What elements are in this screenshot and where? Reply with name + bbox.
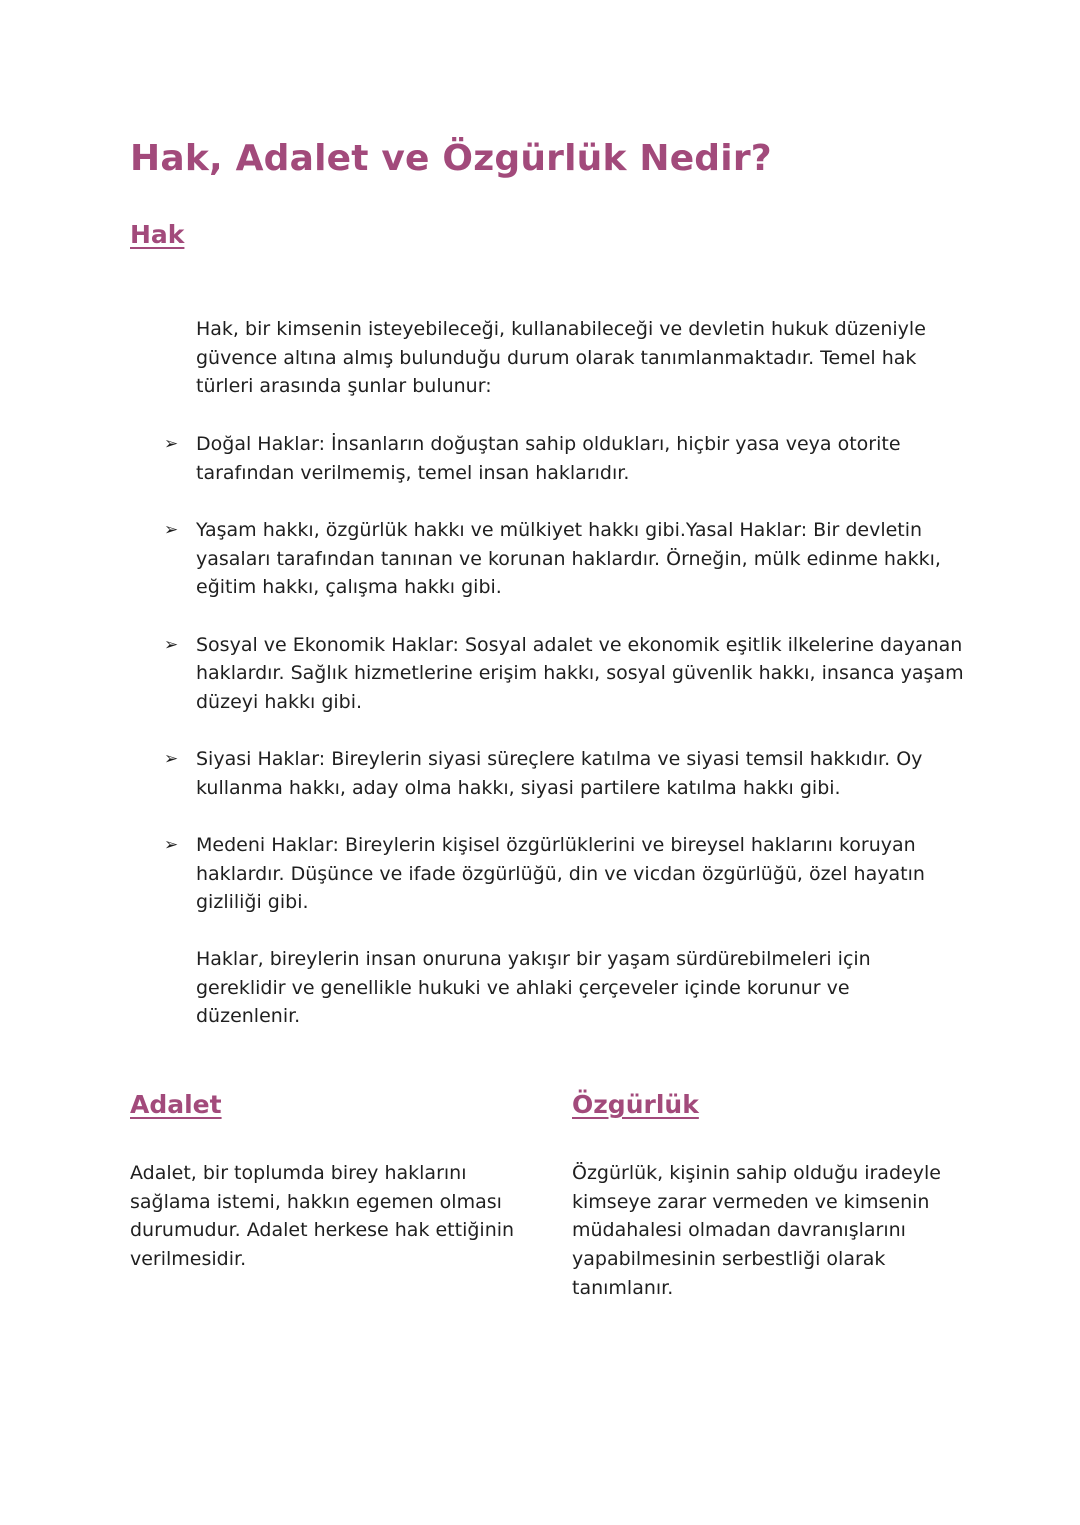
arrow-bullet-icon: ➢	[164, 519, 179, 540]
page-title: Hak, Adalet ve Özgürlük Nedir?	[130, 138, 772, 179]
list-item-text: Sosyal ve Ekonomik Haklar: Sosyal adalet ve ekonomik eşitlik ilkelerine dayanan haklardır. Sağlık hizmetlerine erişim hakkı, sosyal güvenlik hakkı, insanca yaşam düzeyi hakkı gibi.	[196, 633, 964, 713]
hak-types-list	[160, 430, 970, 946]
list-item-text: Yaşam hakkı, özgürlük hakkı ve mülkiyet hakkı gibi.Yasal Haklar: Bir devletin yasaları tarafından tanınan ve korunan haklardır. Örneğin, mülk edinme hakkı, eğitim hakkı, çalışma hakkı gibi.	[196, 518, 941, 599]
list-item-text: Medeni Haklar: Bireylerin kişisel özgürlüklerini ve bireysel haklarını koruyan haklardır. Düşünce ve ifade özgürlüğü, din ve vicdan özgürlüğü, özel hayatın gizliliği gibi.	[196, 834, 925, 914]
list-item	[160, 831, 970, 917]
list-item	[160, 516, 970, 602]
adalet-paragraph: Adalet, bir toplumda birey haklarını sağlama istemi, hakkın egemen olması durumudur. Adalet herkese hak ettiğinin verilmesidir.	[130, 1162, 515, 1271]
hak-intro-paragraph: Hak, bir kimsenin isteyebileceği, kullanabileceği ve devletin hukuk düzeniyle güvence altına almış bulunduğu durum olarak tanımlanmaktadır. Temel hak türleri arasında şunlar bulunur:	[196, 318, 926, 398]
list-item-text: Siyasi Haklar: Bireylerin siyasi süreçlere katılma ve siyasi temsil hakkıdır. Oy kullanma hakkı, aday olma hakkı, siyasi partilere katılma hakkı gibi.	[196, 748, 923, 799]
arrow-bullet-icon: ➢	[164, 434, 179, 454]
list-item	[160, 631, 970, 717]
list-item	[160, 745, 970, 802]
hak-closing-paragraph: Haklar, bireylerin insan onuruna yakışır bir yaşam sürdürebilmeleri için gereklidir ve genellikle hukuki ve ahlaki çerçeveler içinde korunur ve düzenlenir.	[196, 948, 871, 1028]
list-item	[160, 430, 970, 487]
arrow-bullet-icon: ➢	[164, 634, 179, 655]
ozgurluk-paragraph: Özgürlük, kişinin sahip olduğu iradeyle kimseye zarar vermeden ve kimsenin müdahalesi olmadan davranışlarını yapabilmesinin serbestliği olarak tanımlanır.	[572, 1162, 941, 1299]
arrow-bullet-icon: ➢	[164, 749, 179, 770]
section-heading-ozgurluk: Özgürlük	[572, 1090, 699, 1119]
list-item-text: Doğal Haklar: İnsanların doğuştan sahip oldukları, hiçbir yasa veya otorite tarafından verilmemiş, temel insan haklarıdır.	[196, 433, 901, 484]
section-heading-adalet: Adalet	[130, 1090, 222, 1119]
arrow-bullet-icon: ➢	[164, 835, 179, 856]
section-heading-hak: Hak	[130, 220, 185, 249]
